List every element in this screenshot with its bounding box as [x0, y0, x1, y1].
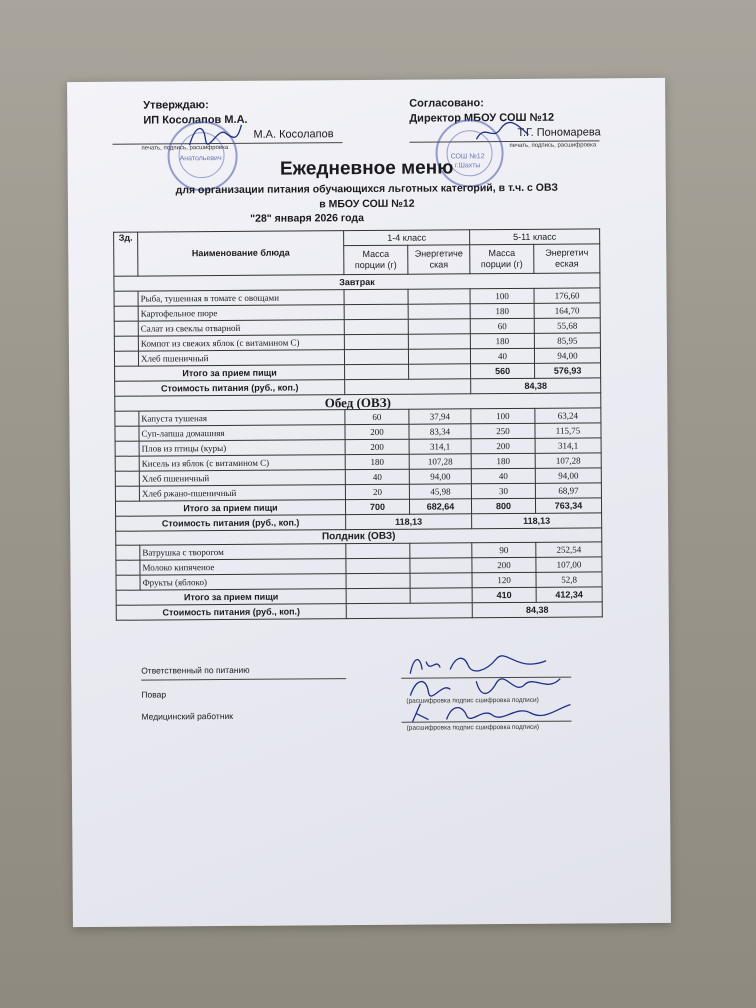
approve-stamp-text: Анатольевич	[179, 155, 222, 163]
dish-name: Картофельное пюре	[138, 305, 344, 321]
approve-signature	[185, 119, 245, 149]
group-5-11: 5-11 класс	[470, 229, 600, 245]
total-mass-1-4	[346, 588, 410, 603]
mass-1-4	[344, 334, 408, 349]
energy-1-4: 314,1	[409, 439, 471, 454]
mass-1-4: 200	[345, 424, 409, 439]
doc-date: "28" января 2026 года	[250, 212, 364, 225]
total-mass-5-11: 560	[471, 363, 535, 378]
cost-label: Стоимость питания (руб., коп.)	[116, 604, 346, 621]
footer-responsible: Ответственный по питанию	[141, 664, 250, 676]
footer-cook: Повар	[141, 689, 167, 700]
doc-subtitle: для организации питания обучающихся льготных категорий, в т.ч. с ОВЗ	[175, 181, 559, 197]
agree-who: Директор МБОУ СОШ №12	[409, 111, 555, 125]
mass-1-4	[344, 319, 408, 334]
energy-1-4	[410, 573, 472, 588]
dish-name: Фрукты (яблоко)	[140, 574, 346, 590]
agree-signature	[472, 119, 532, 145]
mass-5-11: 30	[471, 483, 535, 498]
energy-1-4	[410, 543, 472, 558]
approve-who: ИП Косолапов М.А.	[143, 113, 248, 127]
agree-stamp-line1: СОШ №12	[450, 153, 485, 161]
dish-name: Кисель из яблок (с витамином С)	[139, 455, 345, 471]
responsible-line	[141, 678, 346, 680]
row-zd-cell	[116, 560, 140, 575]
mass-1-4	[346, 573, 410, 588]
mass-1-4	[344, 304, 408, 319]
dish-name: Рыба, тушенная в томате с овощами	[138, 290, 344, 306]
mass-5-11: 120	[472, 572, 536, 587]
total-mass-5-11: 800	[471, 498, 535, 513]
energy-5-11: 252,54	[536, 542, 602, 557]
sign-caption-1: (расшифровка подпис сшифровка подписи)	[406, 696, 539, 705]
energy-1-4	[408, 319, 470, 334]
menu-document	[67, 78, 671, 927]
total-mass-1-4	[345, 364, 409, 379]
col-mass-2: Масса порции (г)	[470, 244, 534, 273]
energy-1-4: 45,98	[409, 484, 471, 499]
col-energy-1: Энергетиче ская	[408, 245, 470, 274]
total-energy-1-4: 682,64	[409, 499, 471, 514]
total-energy-1-4	[409, 364, 471, 379]
total-energy-5-11: 576,93	[535, 363, 601, 378]
approve-label: Утверждаю:	[143, 99, 209, 112]
doc-title: Ежедневное меню	[279, 157, 454, 180]
mass-1-4: 200	[345, 439, 409, 454]
medic-signature	[406, 696, 576, 726]
energy-5-11: 176,60	[534, 288, 600, 303]
energy-5-11: 107,28	[535, 453, 601, 468]
dish-name: Суп-лапша домашняя	[139, 425, 345, 441]
total-energy-5-11: 412,34	[536, 587, 602, 602]
energy-1-4	[408, 304, 470, 319]
row-zd-cell	[114, 321, 138, 336]
snack-title: Полдник (ОВЗ)	[116, 528, 602, 545]
row-zd-cell	[114, 336, 138, 351]
row-zd-cell	[115, 411, 139, 426]
col-name: Наименование блюда	[138, 231, 344, 276]
mass-5-11: 180	[471, 453, 535, 468]
mass-5-11: 40	[471, 468, 535, 483]
mass-5-11: 200	[471, 438, 535, 453]
mass-5-11: 40	[470, 348, 534, 363]
row-zd-cell	[115, 486, 139, 501]
energy-5-11: 314,1	[535, 438, 601, 453]
approve-name: М.А. Косолапов	[253, 128, 334, 141]
mass-5-11: 180	[470, 303, 534, 318]
row-zd-cell	[114, 306, 138, 321]
cook-signature	[406, 675, 566, 702]
energy-5-11: 115,75	[535, 423, 601, 438]
total-label: Итого за прием пищи	[116, 589, 346, 606]
energy-1-4: 37,94	[409, 409, 471, 424]
cost-1-4: 118,13	[346, 514, 472, 530]
dish-name: Плов из птицы (куры)	[139, 440, 345, 456]
cost-5-11: 84,38	[471, 378, 601, 394]
total-energy-1-4	[410, 588, 472, 603]
dish-name: Хлеб ржано-пшеничный	[139, 485, 345, 501]
total-label: Итого за прием пищи	[115, 365, 345, 382]
total-energy-5-11: 763,34	[535, 498, 601, 513]
row-zd-cell	[115, 456, 139, 471]
energy-1-4: 94,00	[409, 469, 471, 484]
mass-5-11: 200	[472, 557, 536, 572]
row-zd-cell	[115, 471, 139, 486]
mass-5-11: 60	[470, 318, 534, 333]
cost-label: Стоимость питания (руб., коп.)	[116, 515, 346, 532]
energy-1-4: 107,28	[409, 454, 471, 469]
mass-1-4: 60	[345, 409, 409, 424]
approve-caption: печать, подпись, расшифровка	[141, 144, 229, 152]
footer-medic: Медицинский работник	[141, 710, 234, 722]
menu-table	[113, 228, 603, 620]
row-zd-cell	[114, 351, 138, 366]
energy-5-11: 85,95	[534, 333, 600, 348]
mass-5-11: 250	[471, 423, 535, 438]
energy-5-11: 107,00	[536, 557, 602, 572]
cost-1-4	[346, 603, 472, 619]
mass-5-11: 100	[470, 288, 534, 303]
mass-1-4	[344, 349, 408, 364]
row-zd-cell	[116, 545, 140, 560]
group-1-4: 1-4 класс	[344, 230, 470, 246]
row-zd-cell	[115, 426, 139, 441]
dish-name: Ватрушка с творогом	[140, 544, 346, 560]
breakfast-section	[114, 273, 601, 396]
mass-1-4: 40	[345, 469, 409, 484]
energy-5-11: 68,97	[535, 483, 601, 498]
energy-5-11: 55,68	[534, 318, 600, 333]
mass-5-11: 90	[472, 542, 536, 557]
agree-label: Согласовано:	[409, 97, 484, 110]
mass-5-11: 100	[471, 408, 535, 423]
energy-1-4	[408, 289, 470, 304]
energy-1-4	[408, 334, 470, 349]
breakfast-title: Завтрак	[114, 273, 600, 291]
energy-5-11: 94,00	[535, 468, 601, 483]
mass-1-4: 180	[345, 454, 409, 469]
lunch-title: Обед (ОВЗ)	[115, 393, 601, 411]
doc-school: в МБОУ СОШ №12	[319, 197, 415, 211]
dish-name: Молоко кипяченое	[140, 559, 346, 575]
energy-5-11: 164,70	[534, 303, 600, 318]
total-mass-1-4: 700	[345, 499, 409, 514]
cost-5-11: 118,13	[472, 513, 602, 529]
cost-5-11: 84,38	[472, 602, 602, 618]
snack-section	[116, 528, 603, 620]
agree-stamp-line2: г.Шахты	[454, 162, 481, 170]
agree-caption: печать, подпись, расшифровка	[509, 142, 597, 150]
mass-1-4	[344, 289, 408, 304]
total-mass-5-11: 410	[472, 587, 536, 602]
mass-1-4	[346, 543, 410, 558]
total-label: Итого за прием пищи	[115, 500, 345, 517]
energy-5-11: 52,8	[536, 572, 602, 587]
dish-name: Капуста тушеная	[139, 410, 345, 426]
cost-1-4	[345, 379, 471, 395]
energy-1-4	[410, 558, 472, 573]
col-energy-2: Энергетич еская	[534, 244, 600, 273]
agree-name: Т.Г. Пономарева	[517, 126, 601, 139]
row-zd-cell	[115, 441, 139, 456]
sign-caption-2: (расшифровка подпис сшифровка подписи)	[406, 723, 540, 732]
col-mass-1: Масса порции (г)	[344, 245, 408, 274]
energy-1-4	[408, 349, 470, 364]
col-zd: Зд.	[114, 232, 138, 276]
mass-1-4: 20	[345, 484, 409, 499]
dish-name: Салат из свеклы отварной	[138, 320, 344, 336]
energy-1-4: 83,34	[409, 424, 471, 439]
dish-name: Хлеб пшеничный	[139, 470, 345, 486]
energy-5-11: 63,24	[535, 408, 601, 423]
dish-name: Компот из свежих яблок (с витамином С)	[138, 335, 344, 351]
mass-5-11: 180	[470, 333, 534, 348]
cost-label: Стоимость питания (руб., коп.)	[115, 380, 345, 397]
lunch-section	[115, 393, 602, 531]
row-zd-cell	[114, 291, 138, 306]
cost-row	[116, 602, 602, 620]
mass-1-4	[346, 558, 410, 573]
energy-5-11: 94,00	[534, 348, 600, 363]
dish-name: Хлеб пшеничный	[138, 350, 344, 366]
row-zd-cell	[116, 575, 140, 590]
